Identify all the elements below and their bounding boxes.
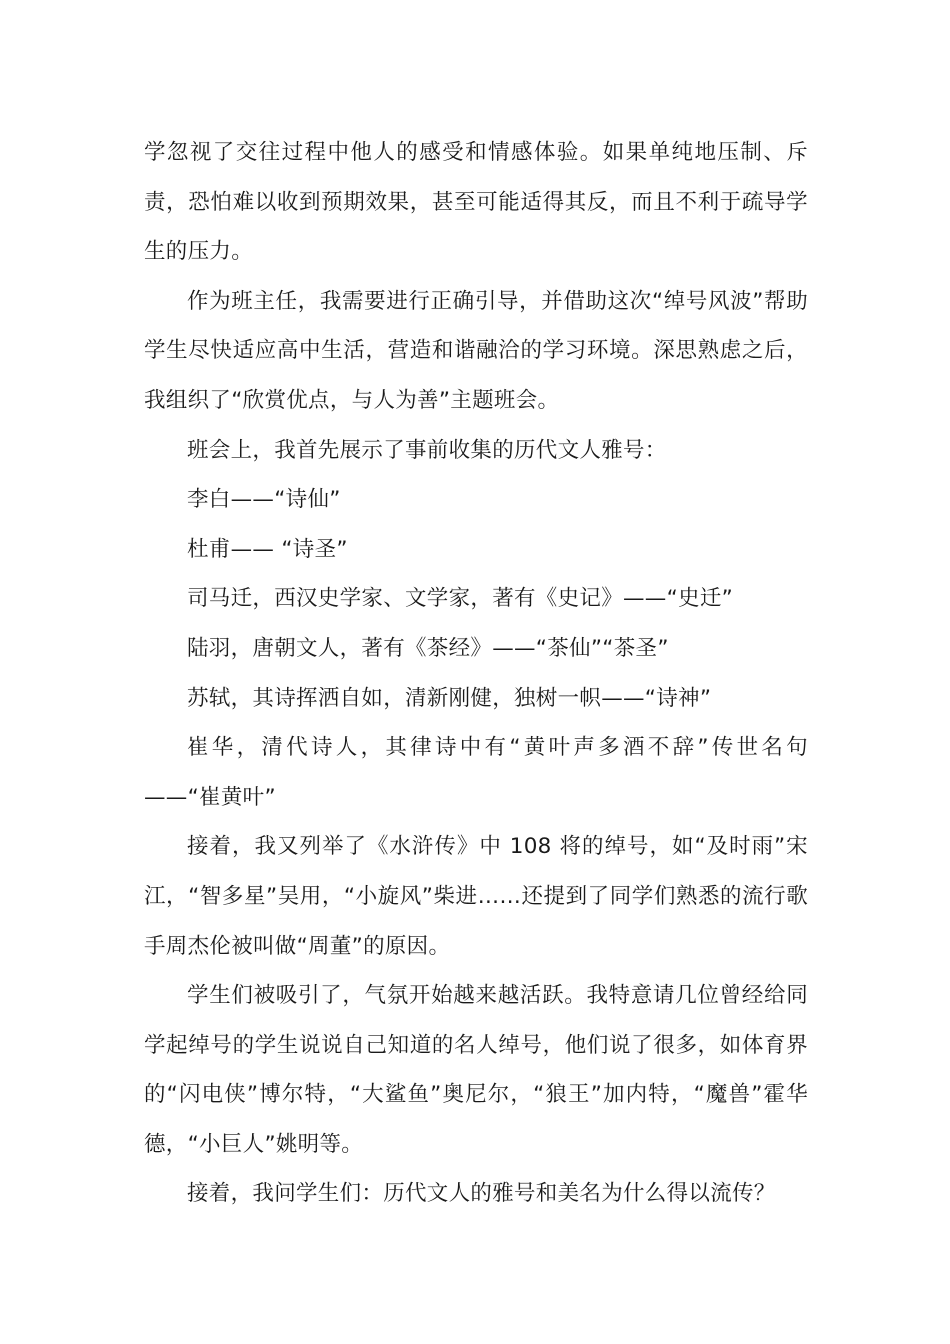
list-item-li-bai: 李白——“诗仙”: [187, 487, 341, 513]
list-item-cui-hua: 崔华，清代诗人，其律诗中有“黄叶声多酒不辞”传世名句——“崔黄叶”: [144, 735, 808, 810]
paragraph-water-margin: 接着，我又列举了《水浒传》中 108 将的绰号，如“及时雨”宋江，“智多星”吴用，“小旋风”柴进……还提到了同学们熟悉的流行歌手周杰伦被叫做“周董”的原因。: [144, 834, 808, 959]
paragraph-continuation: 学忽视了交往过程中他人的感受和情感体验。如果单纯地压制、斥责，恐怕难以收到预期效果，甚至可能适得其反，而且不利于疏导学生的压力。: [144, 140, 808, 265]
paragraph-students-engaged: 学生们被吸引了，气氛开始越来越活跃。我特意请几位曾经给同学起绰号的学生说说自己知道的名人绰号，他们说了很多，如体育界的“闪电侠”博尔特，“大鲨鱼”奥尼尔，“狼王”加内特，“魔兽”霍华德，“小巨人”姚明等。: [144, 983, 808, 1157]
document-page: [144, 128, 808, 1219]
paragraph-question: 接着，我问学生们：历代文人的雅号和美名为什么得以流传？: [187, 1181, 776, 1207]
list-item-lu-yu: 陆羽，唐朝文人，著有《茶经》——“茶仙”“茶圣”: [187, 635, 669, 661]
paragraph-class-meeting-intro: 班会上，我首先展示了事前收集的历代文人雅号：: [187, 437, 667, 463]
list-item-du-fu: 杜甫—— “诗圣”: [187, 536, 348, 562]
list-item-sima-qian: 司马迁，西汉史学家、文学家，著有《史记》——“史迁”: [187, 586, 734, 612]
list-item-su-shi: 苏轼，其诗挥洒自如，清新刚健，独树一帜——“诗神”: [187, 685, 712, 711]
paragraph-class-teacher-guidance: 作为班主任，我需要进行正确引导，并借助这次“绰号风波”帮助学生尽快适应高中生活，营造和谐融洽的学习环境。深思熟虑之后，我组织了“欣赏优点，与人为善”主题班会。: [144, 288, 808, 413]
